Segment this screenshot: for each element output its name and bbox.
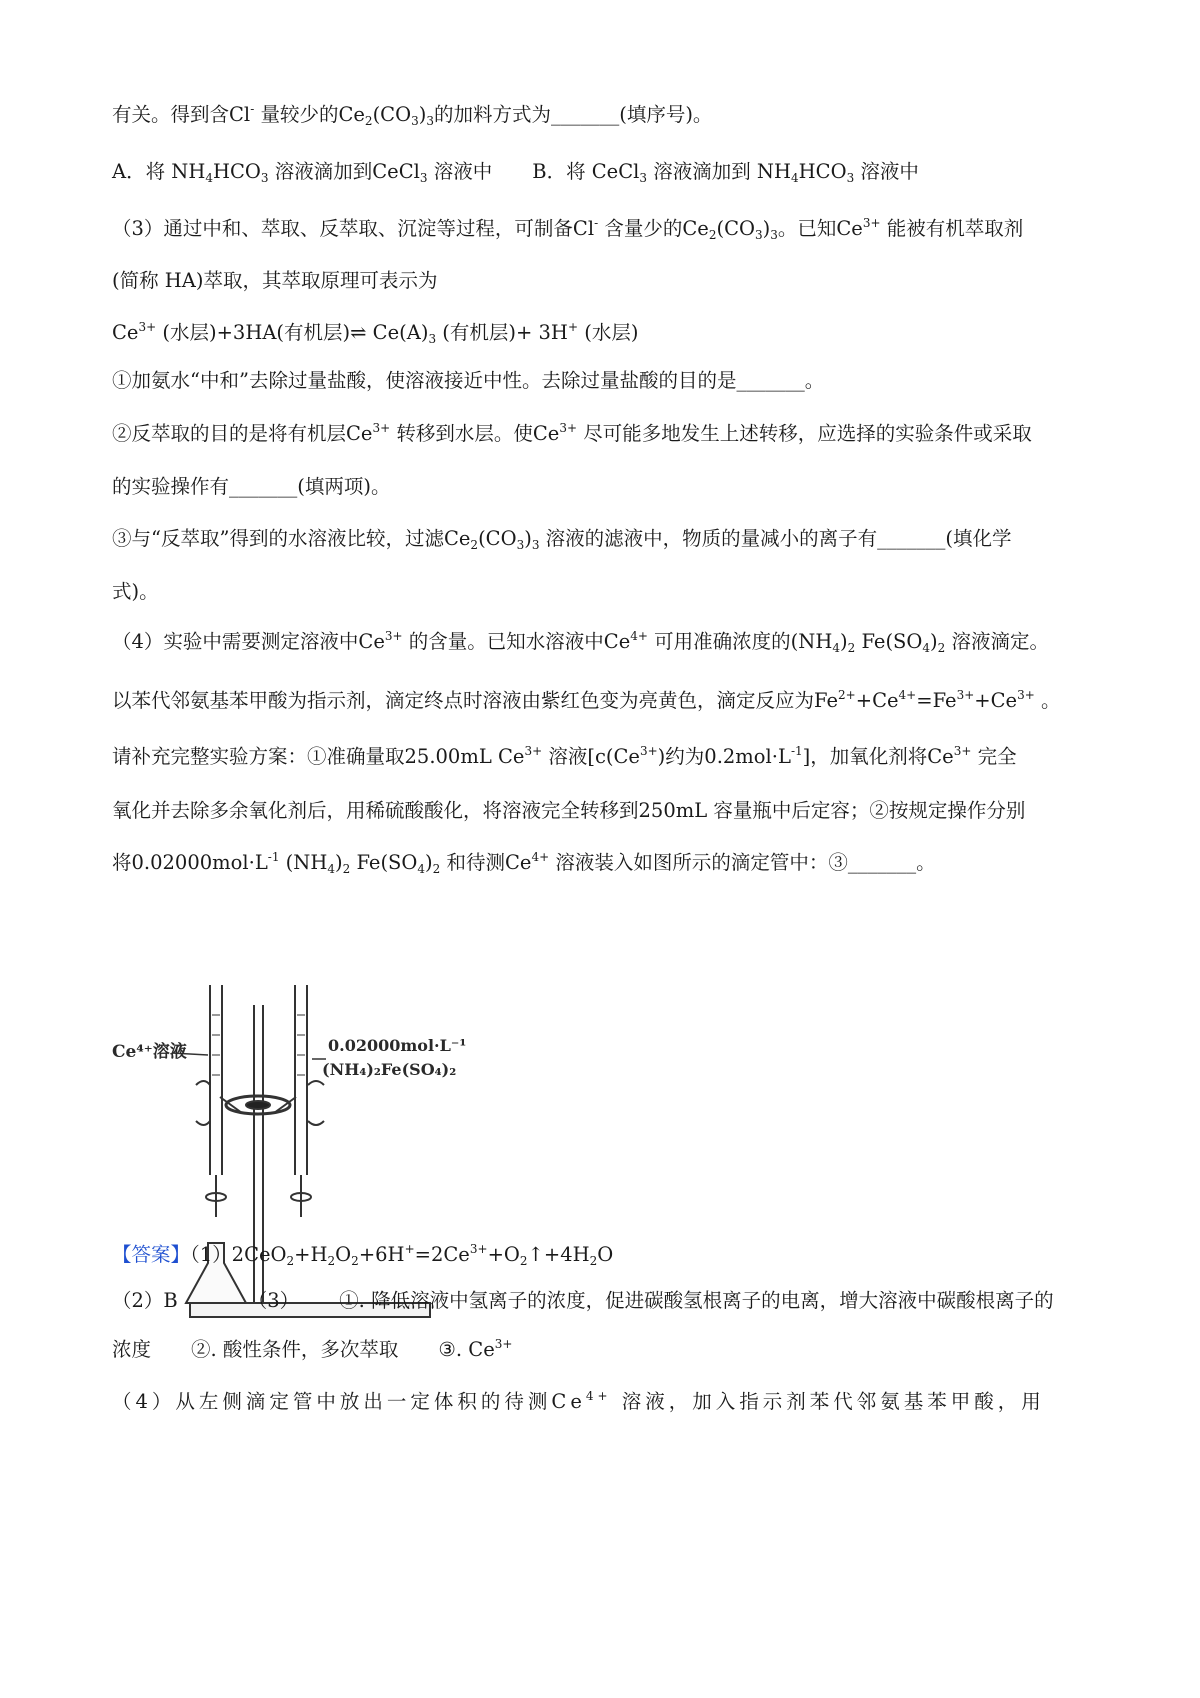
subscript: 4 [417,862,426,876]
text-line-13 [112,742,1017,772]
answer-line-2 [112,1286,1054,1316]
text-run: Ce [112,321,139,344]
subscript: 4 [791,171,799,185]
text-run: Ce [551,1390,586,1413]
text-run: 请补充完整实验方案：①准确量取 [112,745,405,768]
subscript: 4 [205,171,213,185]
subscript: 2 [937,641,946,655]
subscript: 2 [327,1254,336,1268]
answer-line-3 [112,1335,512,1365]
text-run: 溶液，加入指示剂苯代邻氨基苯甲酸，用 [611,1390,1045,1413]
text-run: 约为 [665,745,705,768]
subscript: 4 [327,862,335,876]
text-run: Fe [814,689,839,712]
text-run: =2Ce [414,1243,470,1266]
text-run: （2）B [112,1289,178,1312]
text-run: c(Ce [594,745,640,768]
text-line-5 [112,318,638,348]
text-run: 的含量。已知水溶液中 [402,630,604,653]
text-run: 能被有机萃取剂 [880,217,1024,240]
text-run: ) [762,217,771,240]
text-run: 以苯代邻氨基苯甲酸为指示剂，滴定终点时溶液由紫红色变为亮黄色，滴定反应为 [112,689,815,712]
subscript: 2 [708,228,717,242]
clamp-screw [246,1101,270,1109]
text-run: 完全 [971,745,1017,768]
text-run: +H [294,1243,328,1266]
text-run: ) [425,851,433,874]
text-line-11 [112,627,1049,657]
superscript: 3+ [138,320,157,334]
text-run: ①加氨水“中和”去除过量盐酸，使溶液接近中性。去除过量盐酸的目的是_______。 [112,369,825,392]
text-run: Ce [443,527,471,550]
text-run: ②反萃取的目的是将有机层 [112,422,347,445]
subscript: 3 [639,171,648,185]
text-run: ) [657,745,666,768]
text-run: A．将 NH [112,160,206,183]
titration-apparatus-figure [112,985,512,1335]
text-line-7 [112,419,1032,449]
subscript: 2 [342,862,351,876]
superscript: + [567,320,579,334]
text-run: ①. 降低溶液中氢离子的浓度，促进碳酸氢根离子的电离，增大溶液中碳酸根离子的 [339,1289,1054,1312]
subscript: 2 [364,114,373,128]
text-run: 氧化并去除多余氧化剂后，用稀硫酸酸化，将溶液完全转移到250mL 容量瓶中后定容；②按规定操作分别 [112,799,1026,822]
text-run: (有机层)+ 3H [436,321,568,344]
text-run: 溶液滴加到 NH [647,160,791,183]
superscript: - [250,102,255,116]
subscript: 2 [351,1254,359,1268]
text-run: HCO [798,160,847,183]
subscript: 3 [516,538,525,552]
superscript: 3+ [559,421,578,435]
text-run: （1）2CeO [190,1243,287,1266]
superscript: 4+ [585,1389,612,1403]
text-line-10 [112,577,159,607]
text-run: B．将 CeCl [532,160,640,183]
text-run: （4）从左侧滴定管中放出一定体积的待测 [112,1390,552,1413]
text-run: Cl [229,103,251,126]
text-run: Ce [836,217,863,240]
text-line-9 [112,524,1012,554]
superscript: 3+ [639,744,658,758]
subscript: 3 [260,171,269,185]
text-run: 溶液[ [542,745,595,768]
text-run: Ce [927,745,954,768]
text-run: +6H [358,1243,405,1266]
subscript: 4 [922,641,931,655]
right-burette-label-formula: (NH₄)₂Fe(SO₄)₂ [322,1060,457,1079]
text-run: 。已知 [777,217,837,240]
text-run: 可用准确浓度的 [647,630,791,653]
text-run: ) [524,527,532,550]
text-run: 溶液的滤液中，物质的量减小的离子有_______(填化学 [539,527,1012,550]
text-run: (NH [279,851,328,874]
text-run: 。 [1034,689,1061,712]
text-line-3 [112,214,1023,244]
text-run: 溶液中 [854,160,919,183]
text-run: 和待测 [440,851,505,874]
text-run: +Ce [855,689,899,712]
superscript: + [404,1242,415,1256]
answer-line-4 [112,1387,1045,1417]
text-line-1 [112,100,712,130]
text-run: (CO [478,527,517,550]
superscript: 3+ [469,1242,488,1256]
subscript: 4 [832,641,840,655]
text-line-4 [112,266,438,296]
text-run: O [335,1243,352,1266]
text-run: =Fe [916,689,957,712]
right-arrow-down [308,1121,324,1125]
superscript: 3+ [384,629,403,643]
superscript: 4+ [898,688,917,702]
superscript: 4+ [531,850,550,864]
text-run: Fe(SO [855,630,923,653]
text-line-2 [112,157,919,187]
subscript: 3 [419,171,428,185]
text-run: ) [930,630,938,653]
text-run: 量较少的 [254,103,339,126]
text-run: 溶液中 [427,160,493,183]
text-run: Ce [532,422,560,445]
text-run: 将 [112,851,132,874]
text-run: Ce [346,422,373,445]
left-arrow-up [196,1081,210,1085]
subscript: 3 [754,228,763,242]
superscript: 3+ [1017,688,1035,702]
subscript: 3 [770,228,778,242]
text-line-8 [112,472,390,502]
text-run: ]，加氧化剂将 [802,745,928,768]
text-run: 溶液滴定。 [945,630,1049,653]
text-run: 的实验操作有_______(填两项)。 [112,475,391,498]
text-run: ②. 酸性条件，多次萃取 [191,1338,399,1361]
text-run: (NH [790,630,833,653]
text-run: （3） [247,1289,300,1312]
subscript: 3 [846,171,855,185]
superscript: 3+ [372,421,391,435]
text-run: ③与“反萃取”得到的水溶液比较，过滤 [112,527,444,550]
superscript: -1 [790,744,803,758]
text-run: (CO [372,103,412,126]
text-run: Ce [505,851,532,874]
text-run: （4）实验中需要测定溶液中 [112,630,359,653]
text-run: Ce [682,217,709,240]
text-run: +O [487,1243,520,1266]
text-run: (简称 HA)萃取，其萃取原理可表示为 [112,269,438,292]
text-run: Cl [572,217,595,240]
left-arrow-down [196,1121,210,1125]
text-run: 尽可能多地发生上述转移，应选择的实验条件或采取 [577,422,1032,445]
subscript: 2 [432,862,441,876]
text-run: ) [840,630,848,653]
text-line-12 [112,686,1061,716]
subscript: 3 [531,538,540,552]
right-burette-label-concentration: 0.02000mol·L⁻¹ [328,1036,467,1055]
text-run: 转移到水层。使 [390,422,533,445]
text-run: (CO [716,217,755,240]
subscript: 3 [426,114,434,128]
subscript: 2 [589,1254,598,1268]
superscript: 4+ [630,629,648,643]
text-run: Ce [358,630,385,653]
text-run: ③. Ce [438,1338,495,1361]
text-line-14 [112,796,1025,826]
superscript: -1 [267,850,280,864]
text-line-6 [112,366,824,396]
answer-line-1 [112,1240,613,1270]
text-run: 25.00mL Ce [404,745,525,768]
superscript: 3+ [494,1337,513,1351]
right-arrow-up [308,1081,324,1085]
text-run: ↑+4H [527,1243,590,1266]
text-run: 0.02000mol·L [131,851,268,874]
text-run: HCO [213,160,261,183]
text-run: +Ce [974,689,1018,712]
text-run: 0.2mol·L [704,745,791,768]
text-run: 浓度 [112,1338,152,1361]
subscript: 2 [470,538,479,552]
text-run: ) [418,103,427,126]
text-run: 的加料方式为_______(填序号)。 [433,103,713,126]
text-run: 有关。得到含 [112,103,230,126]
text-run: 溶液滴加到CeCl [268,160,420,183]
subscript: 3 [428,332,437,346]
superscript: 3+ [524,744,543,758]
text-run: (水层) [578,321,639,344]
text-run: Fe(SO [350,851,418,874]
superscript: - [594,216,599,230]
text-run: Ce [603,630,631,653]
superscript: 3+ [953,744,972,758]
text-run: 含量少的 [598,217,683,240]
text-run: 溶液装入如图所示的滴定管中：③_______。 [549,851,936,874]
text-run: ) [335,851,343,874]
left-burette-label: Ce⁴⁺溶液 [112,1042,187,1062]
text-run: （3）通过中和、萃取、反萃取、沉淀等过程，可制备 [112,217,573,240]
text-line-15 [112,848,936,878]
text-run: (水层)+3HA(有机层)⇌ Ce(A) [156,321,429,344]
text-run: Ce [338,103,365,126]
subscript: 3 [411,114,419,128]
text-run: O [597,1243,614,1266]
subscript: 2 [519,1254,528,1268]
subscript: 2 [847,641,856,655]
superscript: 3+ [956,688,975,702]
subscript: 2 [286,1254,295,1268]
superscript: 3+ [862,216,881,230]
answer-tag: 【答案】 [112,1243,191,1266]
superscript: 2+ [838,688,856,702]
text-run: 式)。 [112,580,159,603]
titration-apparatus-diagram [112,985,512,1335]
